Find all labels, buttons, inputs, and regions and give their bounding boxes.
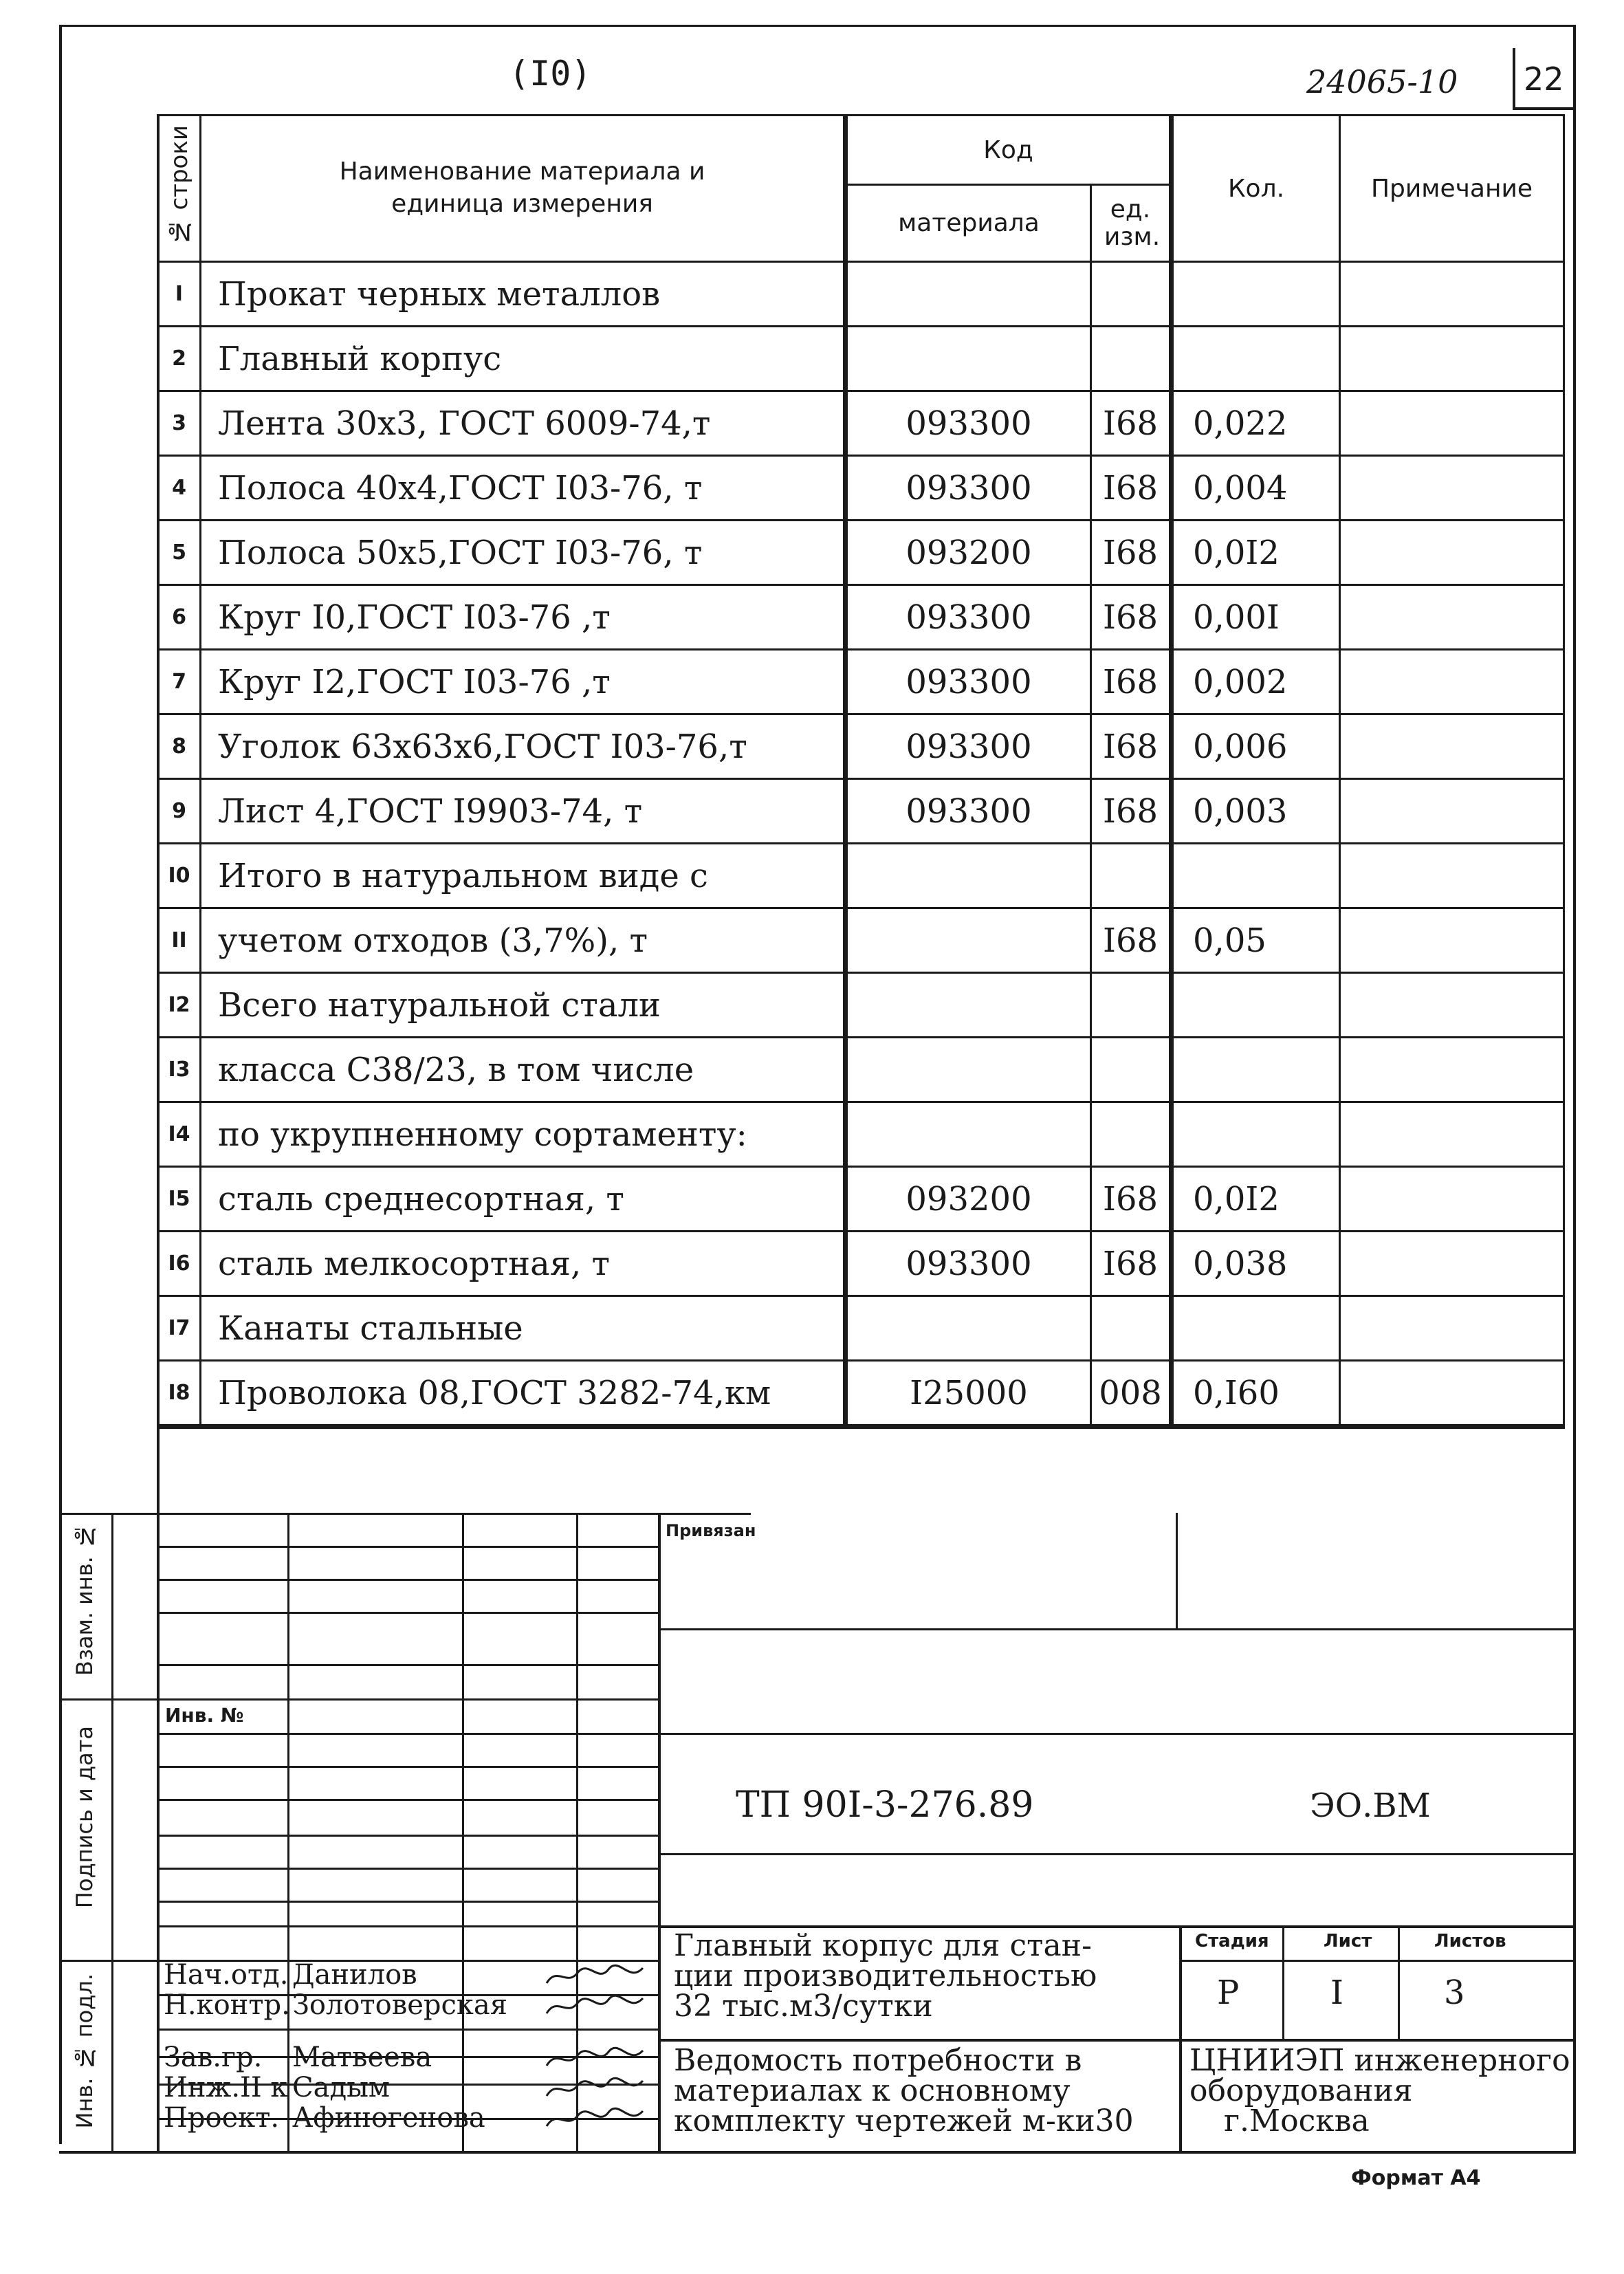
table-row <box>158 973 1564 1038</box>
material-name: Итого в натуральном виде с <box>201 844 846 908</box>
side-label-podpis-data: Подпись и дата <box>72 1726 98 1909</box>
signature-name: Золотоверская <box>292 1989 507 2021</box>
quantity <box>1172 1296 1340 1361</box>
material-code: 093200 <box>846 521 1091 585</box>
grid-line <box>157 1612 660 1614</box>
grid-line <box>157 1835 660 1837</box>
row-number: 3 <box>158 391 201 456</box>
unit-code: I68 <box>1091 779 1172 844</box>
signature-name: Садым <box>292 2072 391 2103</box>
material-name: Канаты стальные <box>201 1296 846 1361</box>
grid-line <box>157 1664 660 1666</box>
quantity: 0,004 <box>1172 456 1340 521</box>
inv-no-label: Инв. № <box>165 1704 244 1727</box>
row-number: I2 <box>158 973 201 1038</box>
material-code: 093300 <box>846 714 1091 779</box>
note <box>1340 714 1564 779</box>
unit-code <box>1091 1296 1172 1361</box>
col-code-header: Код <box>846 116 1172 185</box>
materials-table <box>157 114 1565 1429</box>
col-note-header: Примечание <box>1340 116 1564 262</box>
col-code-unit-header: ед. изм. <box>1091 185 1172 262</box>
table-row <box>158 1361 1564 1427</box>
material-name: Уголок 63х63х6,ГОСТ I03-76,т <box>201 714 846 779</box>
quantity <box>1172 1102 1340 1167</box>
row-number: I5 <box>158 1167 201 1232</box>
row-number: I8 <box>158 1361 201 1427</box>
note <box>1340 1232 1564 1296</box>
material-code: 093200 <box>846 1167 1091 1232</box>
signature-name: Данилов <box>292 1959 417 1991</box>
signature-role: Проект. <box>164 2102 280 2134</box>
row-number: 6 <box>158 585 201 650</box>
table-row <box>158 714 1564 779</box>
signature-role: Н.контр. <box>164 1989 290 2021</box>
table-row <box>158 908 1564 973</box>
sheets-label: Листов <box>1434 1931 1506 1952</box>
col-code-material-header: материала <box>846 185 1091 262</box>
material-code <box>846 844 1091 908</box>
unit-code: I68 <box>1091 714 1172 779</box>
material-code: 093300 <box>846 650 1091 714</box>
unit-code <box>1091 1038 1172 1102</box>
row-number: 9 <box>158 779 201 844</box>
note <box>1340 262 1564 327</box>
signature-role: Нач.отд. <box>164 1959 289 1991</box>
col-qty-header: Кол. <box>1172 116 1340 262</box>
quantity: 0,003 <box>1172 779 1340 844</box>
unit-code: I68 <box>1091 908 1172 973</box>
sheets-value: 3 <box>1444 1974 1465 2012</box>
grid-line <box>157 1766 660 1768</box>
quantity <box>1172 262 1340 327</box>
material-code <box>846 327 1091 391</box>
grid-line <box>157 1733 660 1735</box>
table-row <box>158 1167 1564 1232</box>
material-name: Круг I2,ГОСТ I03-76 ,т <box>201 650 846 714</box>
table-row <box>158 391 1564 456</box>
table-row <box>158 327 1564 391</box>
stage-value: Р <box>1217 1974 1240 2012</box>
material-code <box>846 1102 1091 1167</box>
material-name: класса С38/23, в том числе <box>201 1038 846 1102</box>
table-row <box>158 844 1564 908</box>
privyazan-label: Привязан <box>666 1521 756 1540</box>
material-code <box>846 1038 1091 1102</box>
unit-code: I68 <box>1091 650 1172 714</box>
row-number: I0 <box>158 844 201 908</box>
material-code <box>846 973 1091 1038</box>
material-code <box>846 908 1091 973</box>
quantity: 0,002 <box>1172 650 1340 714</box>
row-number: 4 <box>158 456 201 521</box>
row-number: I7 <box>158 1296 201 1361</box>
material-name: Лист 4,ГОСТ I9903-74, т <box>201 779 846 844</box>
quantity <box>1172 844 1340 908</box>
material-code: 093300 <box>846 585 1091 650</box>
quantity: 0,0I2 <box>1172 1167 1340 1232</box>
table-row <box>158 1102 1564 1167</box>
signature-scribble <box>543 2106 646 2133</box>
side-label-vzam-inv: Взам. инв. № <box>72 1523 98 1676</box>
stage-label: Стадия <box>1195 1931 1269 1952</box>
table-row <box>158 779 1564 844</box>
organization: ЦНИИЭП инженерного оборудования г.Москва <box>1189 2043 1570 2139</box>
sheet-value: I <box>1330 1974 1343 2012</box>
note <box>1340 1167 1564 1232</box>
quantity: 0,0I2 <box>1172 521 1340 585</box>
material-code <box>846 1296 1091 1361</box>
material-code <box>846 262 1091 327</box>
stamp-div-b <box>660 1853 1574 1855</box>
table-row <box>158 1296 1564 1361</box>
unit-code: I68 <box>1091 1167 1172 1232</box>
material-name: учетом отходов (3,7%), т <box>201 908 846 973</box>
row-number: II <box>158 908 201 973</box>
sheet-label: Лист <box>1324 1931 1372 1952</box>
note <box>1340 844 1564 908</box>
unit-code <box>1091 844 1172 908</box>
quantity: 0,I60 <box>1172 1361 1340 1427</box>
side-label-inv-podl: Инв. № подл. <box>72 1974 98 2129</box>
project-code: ТП 90I-3-276.89 <box>736 1784 1034 1826</box>
page-marker: (I0) <box>509 54 592 94</box>
material-code: 093300 <box>846 391 1091 456</box>
sheet-title: Ведомость потребности в материалах к основному комплекту чертежей м-ки30 <box>674 2043 1134 2139</box>
table-row <box>158 456 1564 521</box>
grid-line <box>157 1901 660 1903</box>
frame-top <box>59 25 1575 27</box>
side-column-2 <box>111 1513 159 2151</box>
signature-role: Зав.гр. <box>164 2042 263 2073</box>
note <box>1340 391 1564 456</box>
material-name: сталь среднесортная, т <box>201 1167 846 1232</box>
signature-name: Афиногенова <box>292 2102 485 2134</box>
row-number: 7 <box>158 650 201 714</box>
grid-line <box>157 2029 660 2031</box>
row-number: 8 <box>158 714 201 779</box>
quantity: 0,00I <box>1172 585 1340 650</box>
grid-line <box>157 1546 660 1548</box>
material-code: 093300 <box>846 1232 1091 1296</box>
col-name-header: Наименование материала и единица измерения <box>201 116 846 262</box>
material-name: Всего натуральной стали <box>201 973 846 1038</box>
frame-bottom <box>59 2151 1576 2154</box>
grid-line <box>157 1579 660 1581</box>
row-number: I6 <box>158 1232 201 1296</box>
signature-role: Инж.II к <box>164 2072 288 2103</box>
table-row <box>158 585 1564 650</box>
material-name: Полоса 40х4,ГОСТ I03-76, т <box>201 456 846 521</box>
material-name: сталь мелкосортная, т <box>201 1232 846 1296</box>
material-name: Главный корпус <box>201 327 846 391</box>
quantity <box>1172 327 1340 391</box>
quantity: 0,022 <box>1172 391 1340 456</box>
unit-code <box>1091 327 1172 391</box>
material-code: 093300 <box>846 456 1091 521</box>
unit-code <box>1091 973 1172 1038</box>
unit-code: I68 <box>1091 521 1172 585</box>
material-name: Проволока 08,ГОСТ 3282-74,км <box>201 1361 846 1427</box>
unit-code: I68 <box>1091 585 1172 650</box>
material-name: Прокат черных металлов <box>201 262 846 327</box>
signature-scribble <box>543 1963 646 1990</box>
note <box>1340 650 1564 714</box>
quantity <box>1172 1038 1340 1102</box>
stamp-div-d <box>660 2039 1574 2042</box>
privyazan-box <box>660 1513 1574 1630</box>
material-code: 093300 <box>846 779 1091 844</box>
table-row <box>158 521 1564 585</box>
note <box>1340 779 1564 844</box>
grid-line <box>157 1799 660 1801</box>
signature-scribble <box>543 1993 646 2020</box>
quantity: 0,006 <box>1172 714 1340 779</box>
table-row <box>158 1232 1564 1296</box>
note <box>1340 1296 1564 1361</box>
signature-scribble <box>543 2045 646 2073</box>
doc-mark: ЭО.ВМ <box>1310 1786 1431 1825</box>
unit-code: 008 <box>1091 1361 1172 1427</box>
material-name: Полоса 50х5,ГОСТ I03-76, т <box>201 521 846 585</box>
format-label: Формат А4 <box>1351 2166 1481 2190</box>
unit-code: I68 <box>1091 391 1172 456</box>
material-name: Лента 30х3, ГОСТ 6009-74,т <box>201 391 846 456</box>
note <box>1340 908 1564 973</box>
unit-code: I68 <box>1091 456 1172 521</box>
document-number: 24065-10 <box>1306 63 1458 100</box>
quantity <box>1172 973 1340 1038</box>
stamp-div-a <box>660 1733 1574 1735</box>
note <box>1340 585 1564 650</box>
row-number: I <box>158 262 201 327</box>
material-name: по укрупненному сортаменту: <box>201 1102 846 1167</box>
stamp-title: Главный корпус для стан- ции производительностью 32 тыс.м3/сутки <box>674 1928 1097 2024</box>
note <box>1340 1038 1564 1102</box>
note <box>1340 973 1564 1038</box>
quantity: 0,05 <box>1172 908 1340 973</box>
grid-line <box>157 1925 660 1927</box>
note <box>1340 1102 1564 1167</box>
note <box>1340 327 1564 391</box>
row-number: 2 <box>158 327 201 391</box>
note <box>1340 1361 1564 1427</box>
material-name: Круг I0,ГОСТ I03-76 ,т <box>201 585 846 650</box>
unit-code <box>1091 262 1172 327</box>
table-row <box>158 262 1564 327</box>
row-number: I4 <box>158 1102 201 1167</box>
sheet-number: 22 <box>1524 61 1564 98</box>
material-code: I25000 <box>846 1361 1091 1427</box>
grid-line <box>157 1868 660 1870</box>
note <box>1340 456 1564 521</box>
signature-scribble <box>543 2075 646 2103</box>
unit-code <box>1091 1102 1172 1167</box>
col-row-no-header: № строки <box>158 116 201 262</box>
table-row <box>158 650 1564 714</box>
quantity: 0,038 <box>1172 1232 1340 1296</box>
row-number: 5 <box>158 521 201 585</box>
frame-right <box>1573 25 1576 2153</box>
row-number: I3 <box>158 1038 201 1102</box>
unit-code: I68 <box>1091 1232 1172 1296</box>
signature-name: Матвеева <box>292 2042 432 2073</box>
table-row <box>158 1038 1564 1102</box>
note <box>1340 521 1564 585</box>
